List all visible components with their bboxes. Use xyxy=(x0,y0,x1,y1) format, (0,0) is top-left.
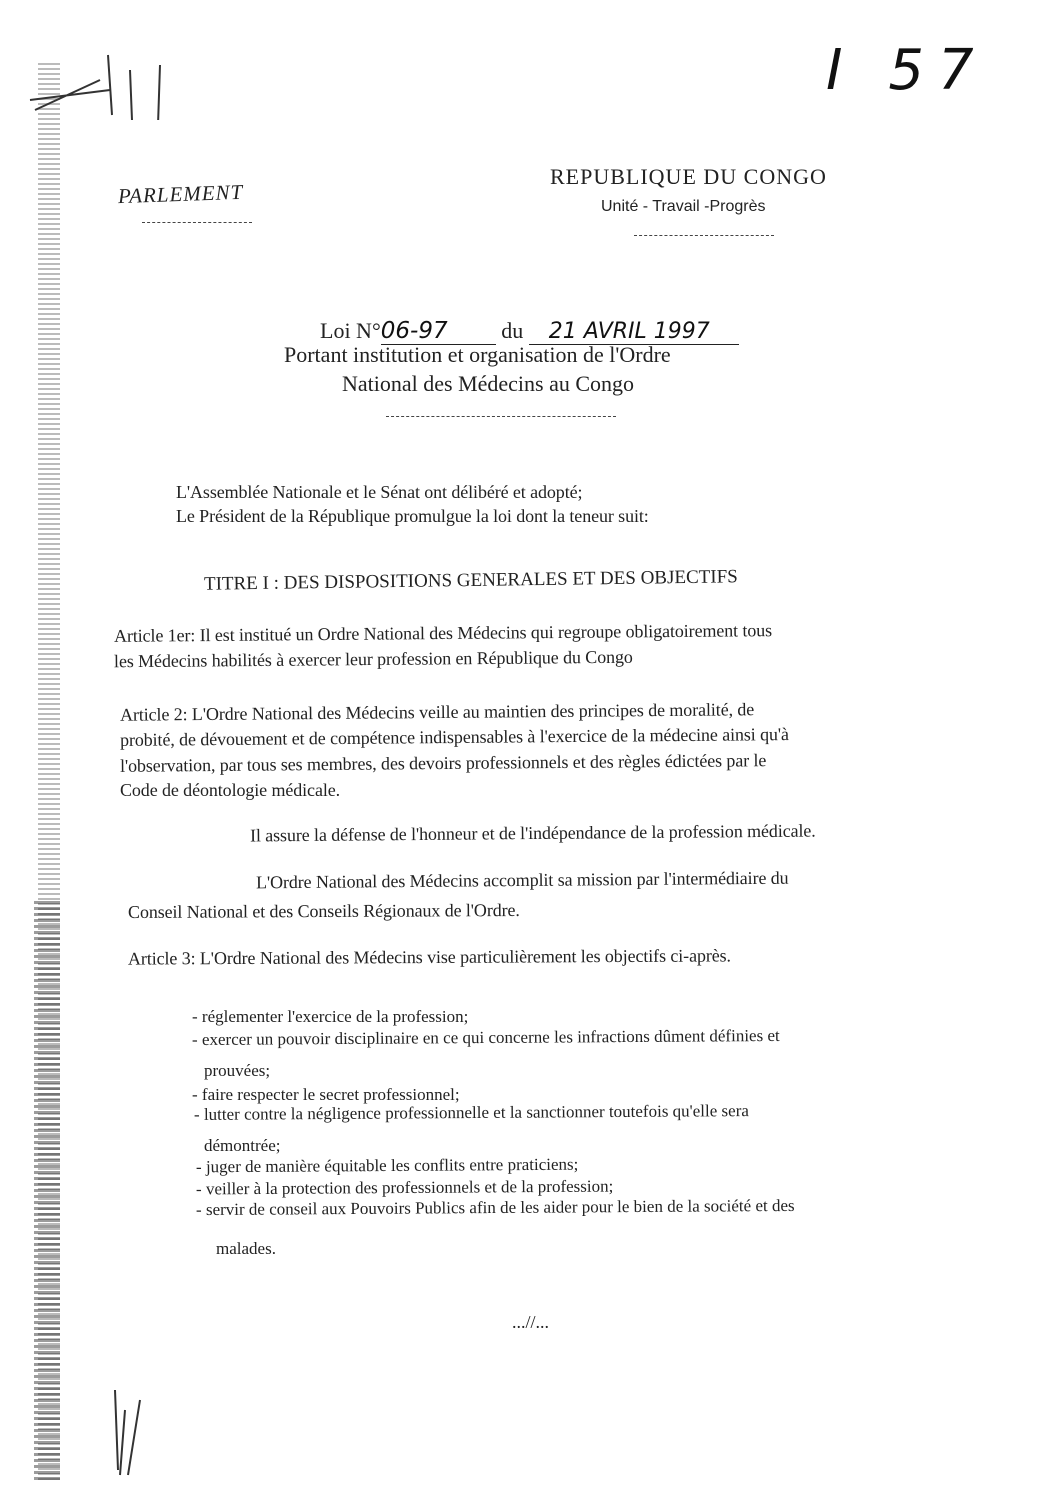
preamble-line1: L'Assemblée Nationale et le Sénat ont délibéré et adopté; xyxy=(176,482,583,502)
scan-edge-artifact-lower xyxy=(34,900,60,1480)
article2-para3-line2: Conseil National et des Conseils Régionaux de l'Ordre. xyxy=(127,899,520,923)
article3-item: - exercer un pouvoir disciplinaire en ce qui concerne les infractions dûment définies et xyxy=(191,1025,780,1050)
header-left-divider xyxy=(142,222,252,223)
article3-intro: Article 3: L'Ordre National des Médecins vise particulièrement les objectifs ci-après. xyxy=(127,945,731,969)
article3-item: démontrée; xyxy=(204,1136,281,1155)
header-parlement: PARLEMENT xyxy=(117,179,244,209)
preamble-line2: Le Président de la République promulgue la loi dont la teneur suit: xyxy=(176,506,649,526)
law-prefix: Loi N° xyxy=(320,318,381,343)
titre-heading: TITRE I : DES DISPOSITIONS GENERALES ET DES OBJECTIFS xyxy=(203,566,738,595)
article3-item: malades. xyxy=(216,1239,276,1258)
law-date: 21 AVRIL 1997 xyxy=(529,319,739,345)
article2-line3: l'observation, par tous ses membres, des devoirs professionnels et des règles édictées par le xyxy=(119,750,767,776)
handwritten-scribble-top-left xyxy=(20,30,170,120)
article1-line1: Article 1er: Il est institué un Ordre National des Médecins qui regroupe obligatoirement tous xyxy=(113,620,773,646)
law-number: 06-97 xyxy=(381,318,496,345)
article3-item: - faire respecter le secret professionnel; xyxy=(192,1085,460,1104)
law-subtitle-line1: Portant institution et organisation de l'Ordre xyxy=(284,342,671,367)
article3-item: - veiller à la protection des professionnels et de la profession; xyxy=(195,1176,614,1199)
article3-item: - lutter contre la négligence professionnelle et la sanctionner toutefois qu'elle sera xyxy=(193,1101,749,1124)
header-motto: Unité - Travail -Progrès xyxy=(601,198,766,215)
page-continuation: ...//... xyxy=(512,1312,550,1332)
article2-para2: Il assure la défense de l'honneur et de l'indépendance de la profession médicale. xyxy=(249,820,816,846)
article3-item: - servir de conseil aux Pouvoirs Publics afin de les aider pour le bien de la société et des xyxy=(195,1195,795,1220)
article2-line1: Article 2: L'Ordre National des Médecins veille au maintien des principes de moralité, de xyxy=(119,699,755,725)
article3-item: prouvées; xyxy=(204,1061,271,1080)
header-right-divider xyxy=(634,235,774,236)
law-subtitle-line2: National des Médecins au Congo xyxy=(342,371,635,396)
handwritten-scribble-bottom-left xyxy=(100,1380,160,1480)
article1-line2: les Médecins habilités à exercer leur profession en République du Congo xyxy=(113,646,633,672)
article2-line2: probité, de dévouement et de compétence indispensables à l'exercice de la médecine ainsi qu'à xyxy=(119,724,789,750)
article2-line4: Code de déontologie médicale. xyxy=(120,780,341,800)
article2-para3-line1: L'Ordre National des Médecins accomplit sa mission par l'intermédiaire du xyxy=(255,867,789,893)
header-republique: REPUBLIQUE DU CONGO xyxy=(550,164,827,189)
title-divider xyxy=(386,416,616,417)
corner-reference-mark: I 57 xyxy=(826,38,988,103)
law-du: du xyxy=(501,318,524,343)
article3-item: - juger de manière équitable les conflits entre praticiens; xyxy=(195,1154,579,1177)
article3-item: - réglementer l'exercice de la profession; xyxy=(192,1007,469,1026)
law-number-line xyxy=(320,318,739,345)
